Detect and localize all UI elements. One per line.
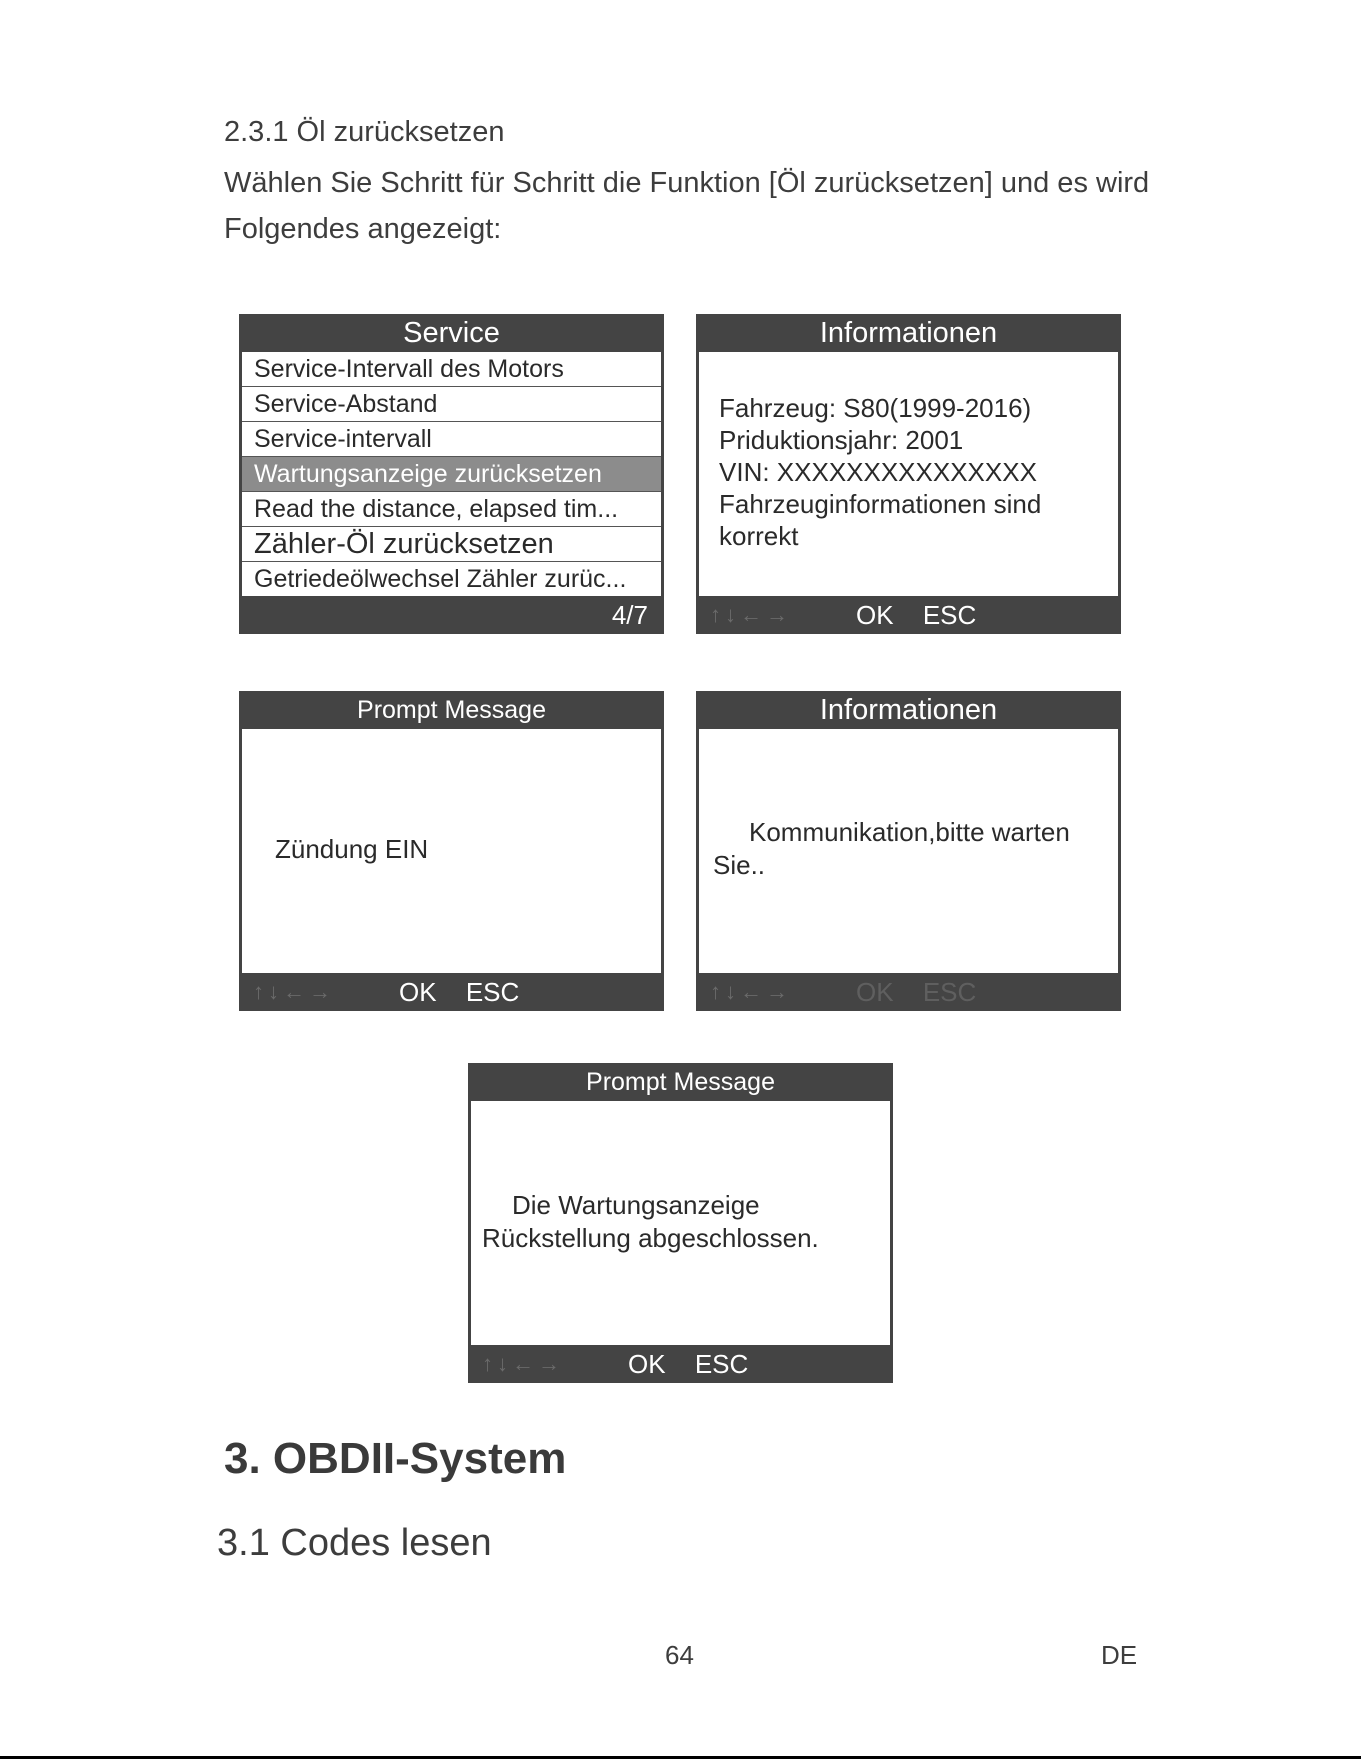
menu-list <box>242 352 661 596</box>
prompt-complete-screen <box>468 1063 893 1383</box>
screen-footer <box>696 973 1121 1011</box>
communication-message <box>713 816 1070 882</box>
communication-screen <box>696 691 1121 1011</box>
vehicle-info-screen <box>696 314 1121 634</box>
screen-footer <box>239 973 664 1011</box>
ok-button: OK <box>856 977 894 1007</box>
prompt-message: Zündung EIN <box>275 834 429 864</box>
vehicle-info-lines <box>719 392 1041 552</box>
prompt-ignition-screen <box>239 691 664 1011</box>
screen-footer <box>239 596 664 634</box>
info-line: VIN: XXXXXXXXXXXXXXX <box>719 457 1037 487</box>
esc-button[interactable]: ESC <box>694 1349 749 1379</box>
menu-item[interactable]: Read the distance, elapsed tim... <box>242 492 661 527</box>
screen-body <box>699 729 1118 973</box>
screen-title: Service <box>403 317 500 349</box>
message-line: Kommunikation,bitte warten <box>749 817 1070 847</box>
menu-item[interactable]: Getriedeölwechsel Zähler zurüc... <box>254 565 627 593</box>
message-line: Sie.. <box>713 850 766 880</box>
menu-item-selected[interactable]: Wartungsanzeige zurücksetzen <box>242 457 661 492</box>
ok-button[interactable]: OK <box>856 600 894 630</box>
arrow-keys-icon: ↑↓←→ <box>253 979 335 1004</box>
screen-title: Informationen <box>819 317 998 349</box>
screen-title: Informationen <box>819 694 998 726</box>
menu-item[interactable]: Service-Abstand <box>242 387 661 422</box>
softkeys <box>399 973 541 1011</box>
subchapter-heading: 3.1 Codes lesen <box>217 1522 492 1564</box>
screen-body <box>242 729 661 973</box>
esc-button[interactable]: ESC <box>922 600 977 630</box>
completion-message <box>482 1189 819 1255</box>
info-line: Fahrzeuginformationen sind <box>719 489 1042 519</box>
screen-body <box>699 352 1118 596</box>
service-menu-screen <box>239 314 664 634</box>
message-line: Die Wartungsanzeige <box>512 1190 760 1220</box>
info-line: Priduktionsjahr: 2001 <box>719 425 964 455</box>
section-title: 2.3.1 Öl zurücksetzen <box>224 116 505 148</box>
arrow-keys-icon: ↑↓←→ <box>710 979 792 1004</box>
esc-button[interactable]: ESC <box>465 977 520 1007</box>
softkeys-disabled <box>856 973 998 1011</box>
ok-button[interactable]: OK <box>628 1349 666 1379</box>
menu-item[interactable]: Service-Intervall des Motors <box>242 352 661 387</box>
screen-body <box>471 1101 890 1345</box>
softkeys <box>856 596 998 634</box>
info-line: Fahrzeug: S80(1999-2016) <box>719 393 1032 423</box>
arrow-keys-icon: ↑↓←→ <box>710 602 792 627</box>
arrow-keys-icon: ↑↓←→ <box>482 1351 564 1376</box>
chapter-heading: 3. OBDII-System <box>224 1434 567 1483</box>
ok-button[interactable]: OK <box>399 977 437 1007</box>
screen-title: Prompt Message <box>586 1068 775 1096</box>
screen-footer <box>468 1345 893 1383</box>
page-number: 64 <box>665 1640 694 1670</box>
page-bottom-rule <box>0 1756 1361 1759</box>
intro-paragraph: Wählen Sie Schritt für Schritt die Funktion [Öl zurücksetzen] und es wird Folgendes angezeigt: <box>224 167 1150 245</box>
language-code: DE <box>1101 1640 1138 1670</box>
menu-item[interactable]: Zähler-Öl zurücksetzen <box>242 527 661 562</box>
message-line: Rückstellung abgeschlossen. <box>482 1223 819 1253</box>
softkeys <box>628 1345 770 1383</box>
screen-footer <box>696 596 1121 634</box>
page-indicator: 4/7 <box>611 600 648 630</box>
esc-button: ESC <box>922 977 977 1007</box>
screen-title: Prompt Message <box>357 696 546 724</box>
info-line: korrekt <box>719 521 799 551</box>
menu-item[interactable]: Service-intervall <box>242 422 661 457</box>
